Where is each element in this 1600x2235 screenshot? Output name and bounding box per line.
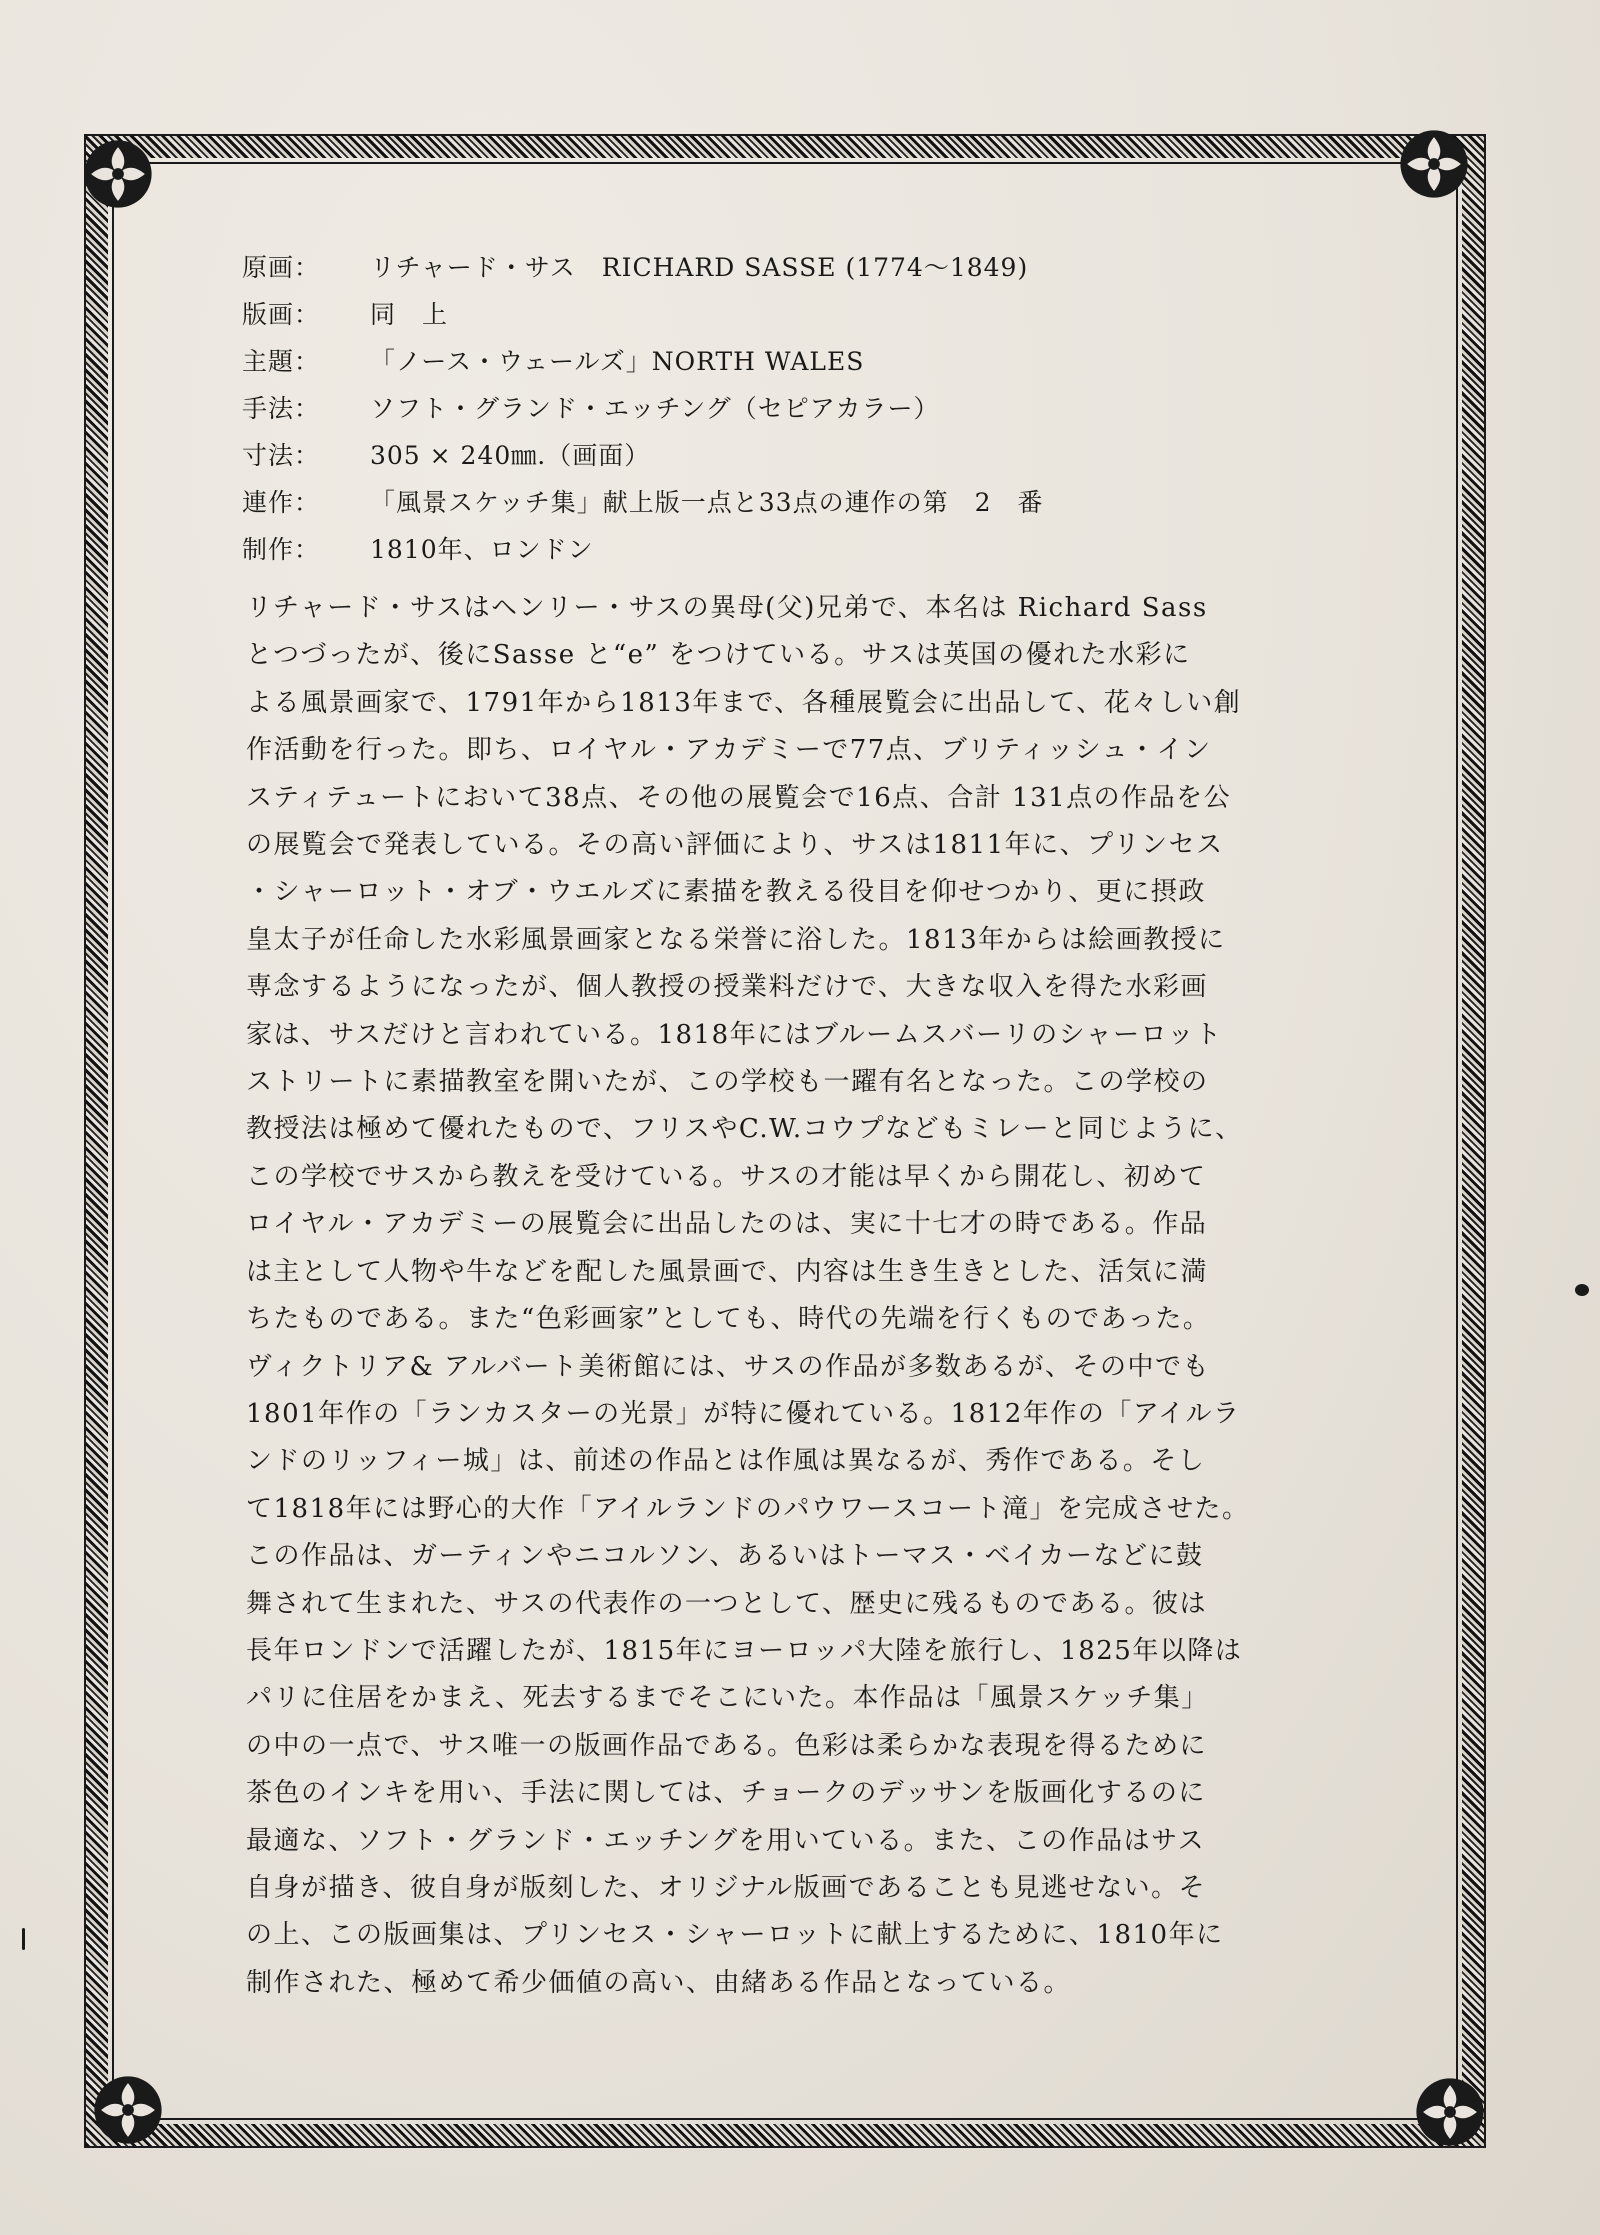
info-row-production	[242, 530, 1342, 577]
info-label: 寸法：	[242, 441, 321, 470]
info-label: 連作：	[242, 488, 321, 517]
body-line: て1818年には野心的大作「アイルランドのパウワースコート滝」を完成させた。	[246, 1493, 1250, 1524]
body-line: この作品は、ガーティンやニコルソン、あるいはトーマス・ベイカーなどに鼓	[246, 1541, 1204, 1572]
body-line: ・シャーロット・オブ・ウエルズに素描を教える役目を仰せつかり、更に摂政	[246, 877, 1206, 908]
biography-paragraph	[246, 585, 1368, 2007]
info-label: 手法：	[242, 394, 321, 423]
info-value: 同 上	[370, 300, 449, 329]
body-line: 長年ロンドンで活躍したが、1815年にヨーロッパ大陸を旅行し、1825年以降は	[246, 1635, 1243, 1666]
ornamental-corner-icon	[1392, 122, 1476, 206]
info-label: 主題：	[242, 347, 321, 376]
body-line: よる風景画家で、1791年から1813年まで、各種展覧会に出品して、花々しい創	[246, 687, 1242, 718]
body-line: とつづったが、後にSasse と“e” をつけている。サスは英国の優れた水彩に	[246, 640, 1191, 671]
info-value: 「ノース・ウェールズ」NORTH WALES	[370, 347, 865, 376]
body-line: の上、この版画集は、プリンセス・シャーロットに献上するために、1810年に	[246, 1920, 1224, 1951]
info-row-print	[242, 295, 1342, 342]
body-line: スティテュートにおいて38点、その他の展覧会で16点、合計 131点の作品を公	[246, 782, 1232, 813]
ornamental-corner-icon	[86, 2068, 170, 2152]
ornamental-corner-icon	[1408, 2070, 1492, 2154]
info-value: リチャード・サス RICHARD SASSE (1774〜1849)	[370, 253, 1029, 282]
info-row-series	[242, 483, 1342, 530]
body-line: ヴィクトリア& アルバート美術館には、サスの作品が多数あるが、その中でも	[246, 1351, 1210, 1382]
info-value: 305 × 240㎜.（画面）	[370, 441, 651, 470]
info-row-original	[242, 248, 1342, 295]
body-line: 制作された、極めて希少価値の高い、由緒ある作品となっている。	[246, 1967, 1072, 1998]
body-line: ちたものである。また“色彩画家”としても、時代の先端を行くものであった。	[246, 1304, 1211, 1335]
ornamental-corner-icon	[76, 132, 160, 216]
body-line: この学校でサスから教えを受けている。サスの才能は早くから開花し、初めて	[246, 1161, 1207, 1192]
body-line: の中の一点で、サス唯一の版画作品である。色彩は柔らかな表現を得るために	[246, 1730, 1207, 1761]
info-value: 1810年、ロンドン	[370, 535, 594, 564]
body-line: 作活動を行った。即ち、ロイヤル・アカデミーで77点、ブリティッシュ・イン	[246, 735, 1212, 766]
info-value: 「風景スケッチ集」献上版一点と33点の連作の第 2 番	[370, 488, 1044, 517]
artwork-info-table	[242, 248, 1342, 577]
body-line: は主として人物や牛などを配した風景画で、内容は生き生きとした、活気に満	[246, 1256, 1208, 1287]
body-line: ロイヤル・アカデミーの展覧会に出品したのは、実に十七才の時である。作品	[246, 1209, 1208, 1240]
body-line: 専念するようになったが、個人教授の授業料だけで、大きな収入を得た水彩画	[246, 972, 1208, 1003]
body-line: 自身が描き、彼自身が版刻した、オリジナル版画であることも見逃せない。そ	[246, 1872, 1207, 1903]
body-line: 最適な、ソフト・グランド・エッチングを用いている。また、この作品はサス	[246, 1825, 1206, 1856]
body-line: の展覧会で発表している。その高い評価により、サスは1811年に、プリンセス	[246, 830, 1224, 861]
info-value: ソフト・グランド・エッチング（セピアカラー）	[370, 394, 940, 423]
info-row-subject	[242, 342, 1342, 389]
info-label: 版画：	[242, 300, 321, 329]
body-line: 皇太子が任命した水彩風景画家となる栄誉に浴した。1813年からは絵画教授に	[246, 924, 1226, 955]
info-row-dimensions	[242, 436, 1342, 483]
ink-speck	[22, 1928, 25, 1950]
body-line: 茶色のインキを用い、手法に関しては、チョークのデッサンを版画化するのに	[246, 1778, 1206, 1809]
body-line: 1801年作の「ランカスターの光景」が特に優れている。1812年作の「アイルラ	[246, 1398, 1241, 1429]
body-line: 舞されて生まれた、サスの代表作の一つとして、歴史に残るものである。彼は	[246, 1588, 1207, 1619]
body-line: ンドのリッフィー城」は、前述の作品とは作風は異なるが、秀作である。そし	[246, 1446, 1206, 1477]
info-row-technique	[242, 389, 1342, 436]
body-line: 家は、サスだけと言われている。1818年にはブルームスバーリのシャーロット	[246, 1019, 1223, 1050]
body-line: リチャード・サスはヘンリー・サスの異母(父)兄弟で、本名は Richard Sass	[246, 593, 1208, 623]
body-line: パリに住居をかまえ、死去するまでそこにいた。本作品は「風景スケッチ集」	[246, 1683, 1209, 1714]
body-line: ストリートに素描教室を開いたが、この学校も一躍有名となった。この学校の	[246, 1067, 1209, 1098]
ink-speck	[1575, 1284, 1589, 1296]
body-line: 教授法は極めて優れたもので、フリスやC.W.コウプなどもミレーと同じように、	[246, 1114, 1243, 1145]
info-label: 制作：	[242, 535, 321, 564]
info-label: 原画：	[242, 253, 321, 282]
